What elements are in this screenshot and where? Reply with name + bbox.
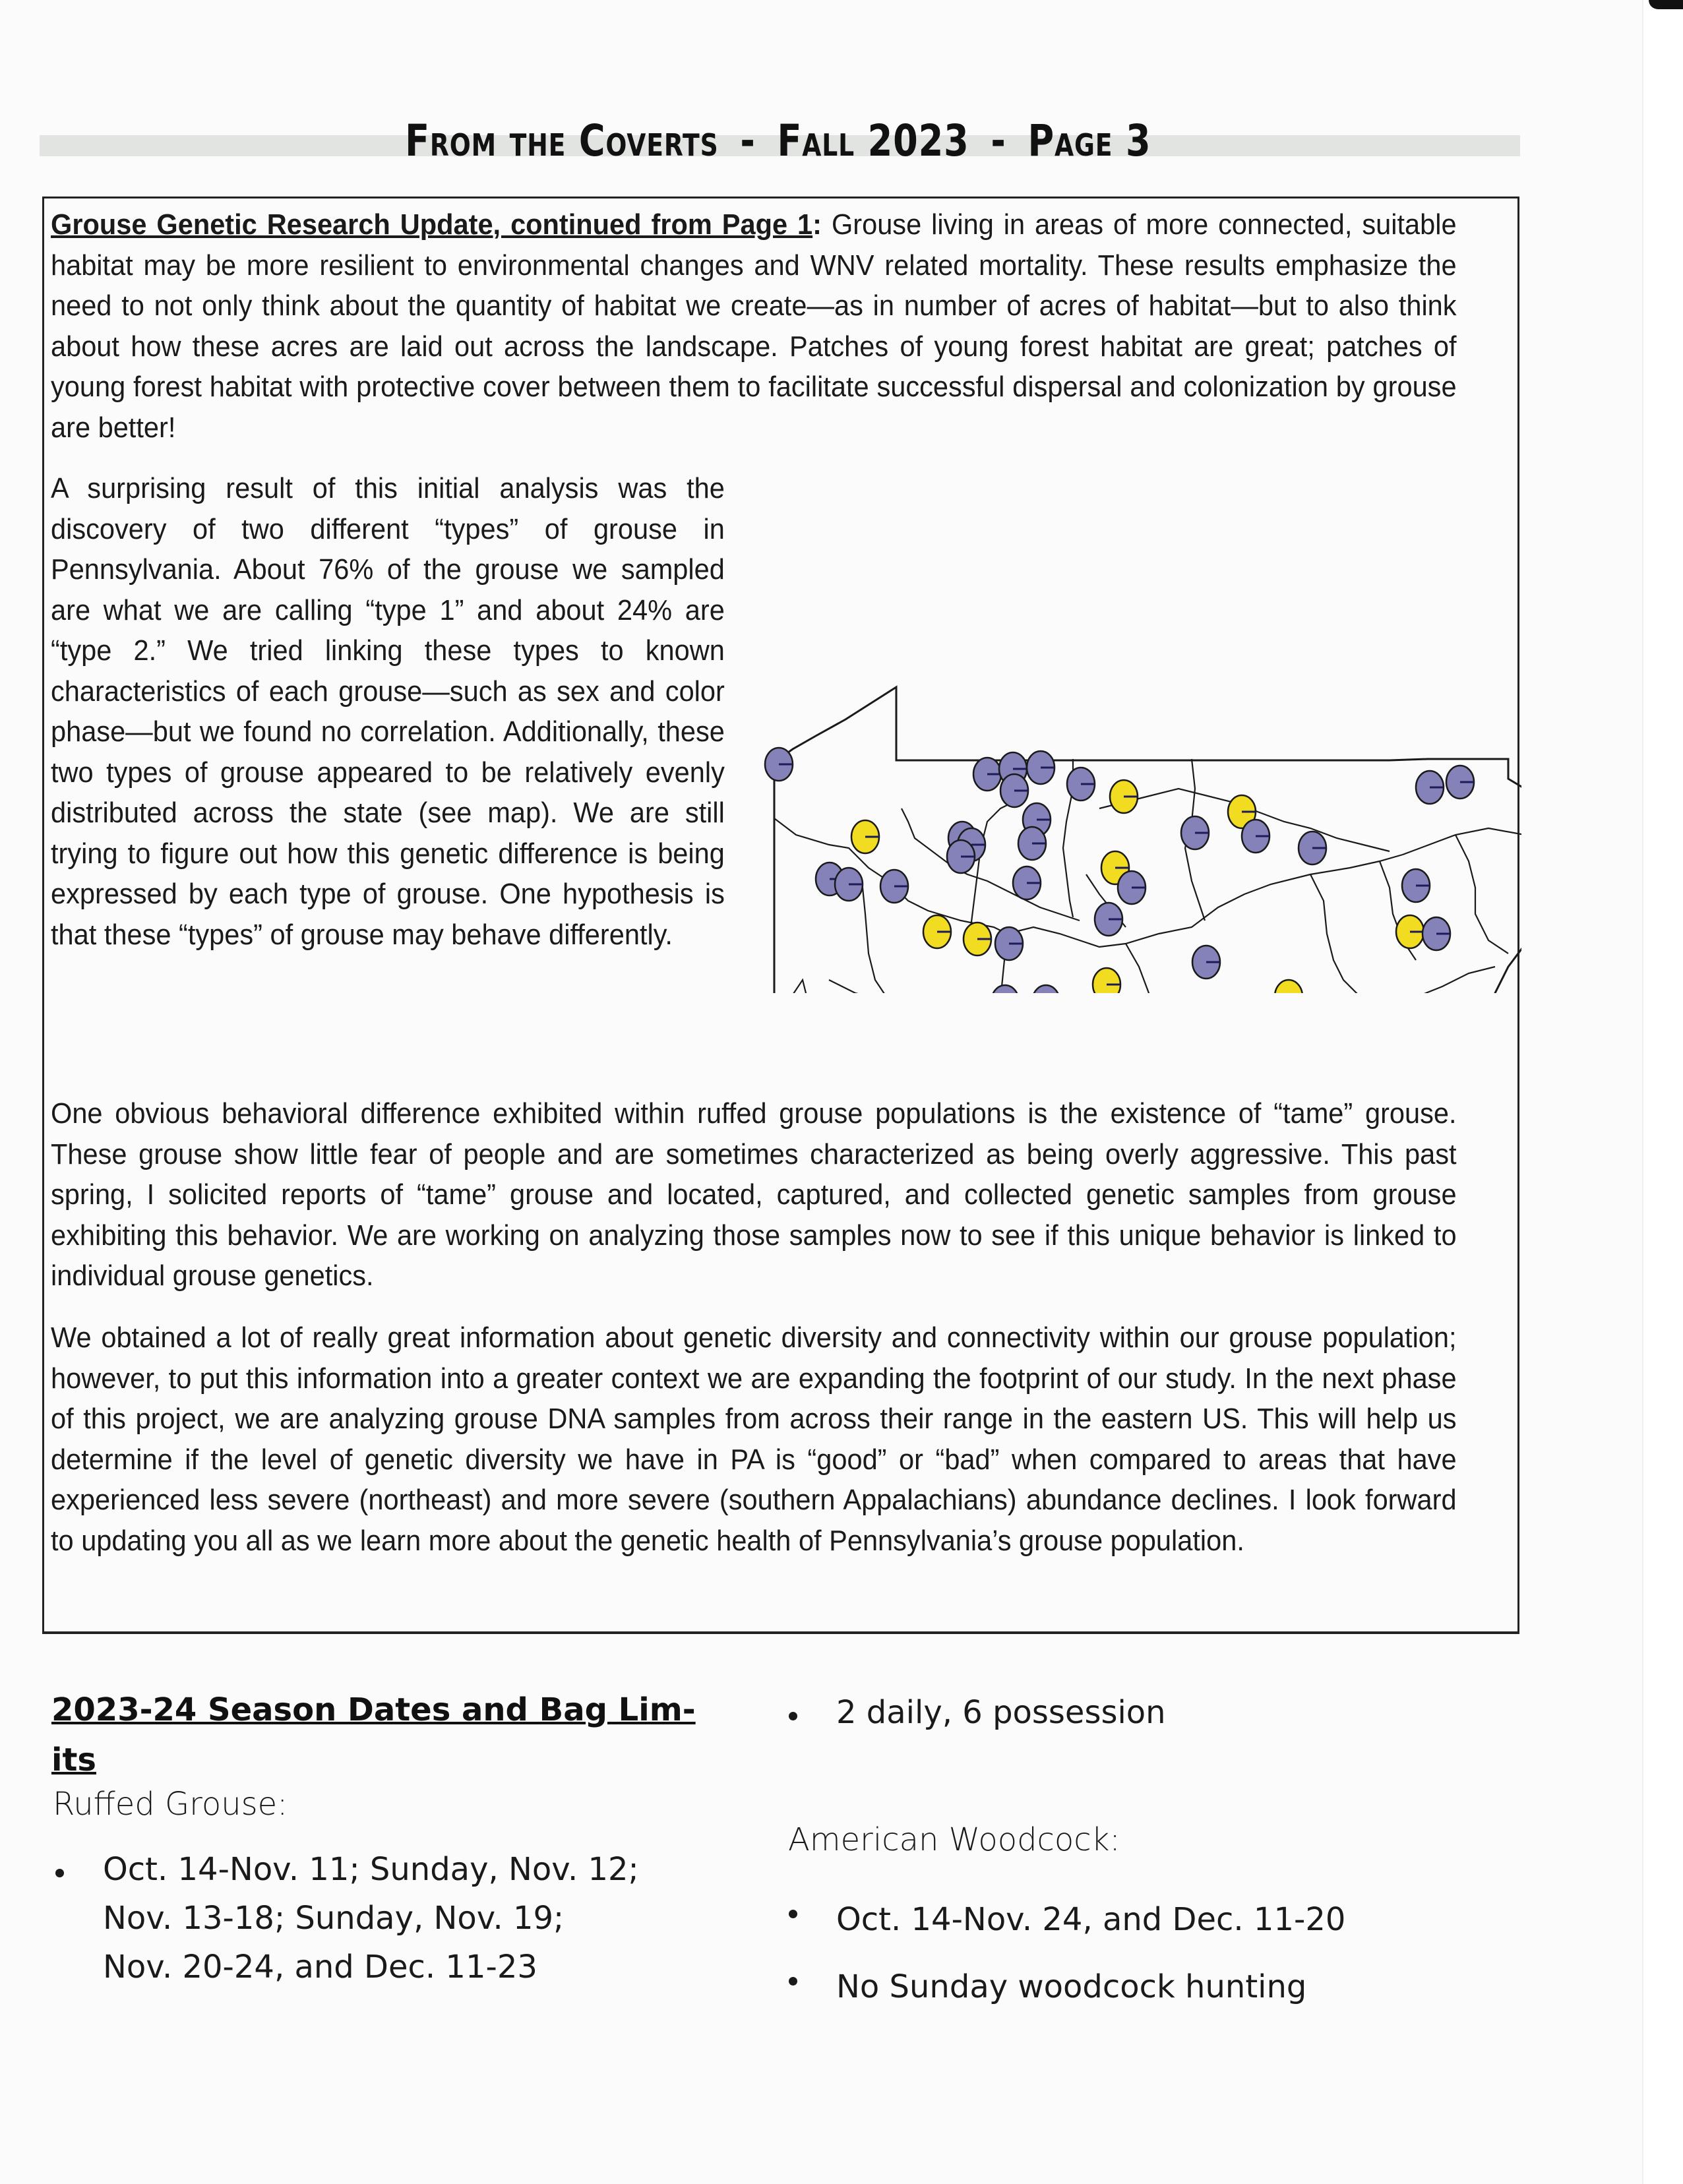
bag-limit-item: 2 daily, 6 possession <box>785 1688 1510 1737</box>
scanner-corner <box>1649 0 1683 9</box>
type-1-marker <box>835 868 863 901</box>
type-1-marker <box>1423 917 1450 950</box>
masthead-separator: - <box>991 115 1006 166</box>
type-1-marker <box>1299 832 1326 864</box>
type-1-marker <box>973 758 1001 791</box>
type-2-marker <box>964 923 991 956</box>
grouse-season-item <box>51 1845 777 1991</box>
grouse-bag-limit <box>785 1688 1510 1737</box>
woodcock-season-item: Oct. 14-Nov. 24, and Dec. 11-20 <box>785 1886 1510 1953</box>
season-title-line-2: its <box>51 1742 96 1778</box>
article-paragraph-3: One obvious behavioral difference exhibited within ruffed grouse populations is the existence of “tame” grouse. These grouse show little fear of people and are sometimes characterized as being overly aggressive. This past spring, I solicited reports of “tame” grouse and located, captured, and collected genetic samples from grouse exhibiting this behavior. We are working on analyzing those samples now to see if this unique behavior is linked to individual grouse genetics. <box>51 1098 1457 1292</box>
type-1-marker <box>1402 869 1430 902</box>
page-number: Page 3 <box>1027 115 1151 166</box>
article-paragraph-4: We obtained a lot of really great information about genetic diversity and connectivity within our grouse population; however, to put this information into a greater context we are expanding the footprint of our study. In the next phase of this project, we are analyzing grouse DNA samples from across their range in the eastern US. This will help us determine if the level of genetic diversity we have in PA is “good” or “bad” when compared to areas that have experienced less severe (northeast) and more severe (southern Appalachians) abundance declines. I look forward to updating you all as we learn more about the genetic health of Pennsylvania’s grouse population. <box>51 1322 1457 1557</box>
season-title-line-1: 2023-24 Season Dates and Bag Lim- <box>51 1691 696 1728</box>
type-1-marker <box>1118 871 1146 904</box>
type-2-marker <box>1396 915 1424 948</box>
type-1-marker <box>995 927 1023 960</box>
grouse-dates-line-1: Oct. 14-Nov. 11; Sunday, Nov. 12; <box>103 1851 639 1888</box>
issue-label: Fall 2023 <box>777 115 969 166</box>
pennsylvania-sample-map <box>730 479 1521 993</box>
page-edge <box>1642 0 1683 2184</box>
article-paragraph-2: A surprising result of this initial analysis was the discovery of two different “types” of grouse in Pennsylvania. About 76% of the grouse we sampled are what we are calling “type 1” and about 24% are “type 2.” We tried linking these types to known characteristics of each grouse—such as sex and color phase—but we found no correlation. Additionally, these two types of grouse appeared to be relatively evenly distributed across the state (see map). We are still trying to figure out how this genetic difference is being expressed by each type of grouse. One hypothesis is that these “types” of grouse may behave differently. <box>51 473 725 951</box>
type-1-marker <box>1032 985 1060 993</box>
type-1-marker <box>765 748 793 781</box>
article-heading: Grouse Genetic Research Update, continued from Page 1 <box>51 209 813 241</box>
type-1-marker <box>1067 768 1095 801</box>
type-1-marker <box>1181 816 1209 849</box>
type-1-marker <box>1095 903 1122 936</box>
type-1-marker <box>1013 866 1041 899</box>
type-2-marker <box>923 915 951 948</box>
paragraph-text: Grouse living in areas of more connected, suitable habitat may be more resilient to environmental changes and WNV related mortality. These results emphasize the need to not only think about the quantity of habitat we create—as in number of acres of habitat—but to also think about how these acres are laid out across the landscape. Patches of young forest habitat are great; patches of young forest habitat with protective cover between them to facilitate successful dispersal and colonization by grouse are better! <box>51 209 1457 444</box>
ruffed-grouse-label: Ruffed Grouse: <box>53 1786 288 1823</box>
masthead-separator: - <box>740 115 756 166</box>
type-1-marker <box>1446 766 1474 799</box>
type-1-marker <box>1416 771 1444 804</box>
article-grouse-genetics <box>42 197 1519 1634</box>
season-dates-heading <box>51 1685 797 1785</box>
type-1-marker <box>1192 946 1220 979</box>
woodcock-dates <box>785 1886 1510 2020</box>
heading-colon: : <box>812 209 822 241</box>
type-1-marker <box>991 985 1019 993</box>
ruffed-grouse-dates <box>51 1845 777 1991</box>
type-1-marker <box>1027 751 1055 784</box>
type-2-marker <box>851 820 879 853</box>
masthead <box>183 115 1373 166</box>
publication-title: From the Coverts <box>405 115 719 166</box>
american-woodcock-label: American Woodcock: <box>788 1821 1120 1858</box>
type-1-marker <box>880 870 908 903</box>
type-2-marker <box>1275 980 1302 993</box>
type-2-marker <box>1110 780 1138 813</box>
type-2-marker <box>1093 968 1120 993</box>
type-1-marker <box>947 840 975 873</box>
grouse-dates-line-2: Nov. 13-18; Sunday, Nov. 19; <box>103 1900 565 1937</box>
type-1-marker <box>1000 774 1028 807</box>
woodcock-season-item: No Sunday woodcock hunting <box>785 1953 1510 2020</box>
type-1-marker <box>1242 820 1270 853</box>
type-1-marker <box>1018 827 1046 860</box>
map-svg <box>730 479 1521 993</box>
grouse-dates-line-3: Nov. 20-24, and Dec. 11-23 <box>103 1949 537 1986</box>
article-paragraph-1 <box>51 205 1457 448</box>
